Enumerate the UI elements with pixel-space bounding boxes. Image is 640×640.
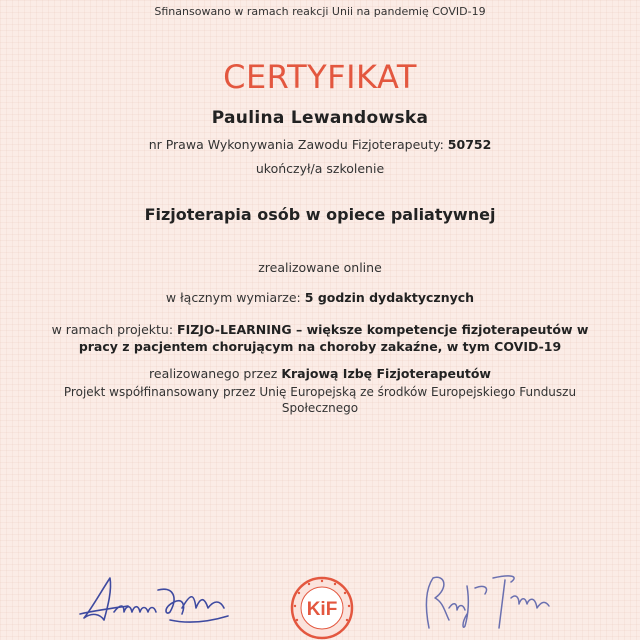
kif-logo-seal — [290, 576, 354, 640]
completed-text: ukończył/a szkolenie — [255, 161, 385, 176]
recipient-name: Paulina Lewandowska — [211, 108, 429, 128]
license-line — [0, 137, 640, 152]
project-name: FIZJO-LEARNING – większe kompetencje fizjoterapeutów w pracy z pacjentem chorującym na choroby zakaźne, w tym COVID-19 — [78, 322, 589, 354]
license-prefix: nr Prawa Wykonywania Zawodu Fizjoterapeuty: — [148, 137, 444, 152]
hours-prefix: w łącznym wymiarze: — [165, 290, 301, 305]
organizer-line — [0, 366, 640, 381]
hours-line — [0, 290, 640, 305]
svg-text:KiF: KiF — [306, 599, 338, 620]
project-line — [30, 321, 610, 355]
funding-note: Sfinansowano w ramach reakcji Unii na pandemię COVID-19 — [154, 5, 486, 18]
mode-text: zrealizowane online — [258, 260, 382, 275]
signature-right — [415, 568, 565, 634]
project-prefix: w ramach projektu: — [51, 322, 174, 337]
license-number: 50752 — [447, 137, 492, 152]
organizer-name: Krajową Izbę Fizjoterapeutów — [281, 366, 491, 381]
organizer-prefix: realizowanego przez — [149, 366, 278, 381]
cofinancing-note: Projekt współfinansowany przez Unię Europejską ze środków Europejskiego Funduszu Społecznego — [63, 385, 577, 415]
signature-left — [78, 568, 238, 634]
hours-value: 5 godzin dydaktycznych — [304, 290, 475, 305]
certificate-title: CERTYFIKAT — [223, 58, 417, 96]
course-title: Fizjoterapia osób w opiece paliatywnej — [144, 205, 496, 224]
